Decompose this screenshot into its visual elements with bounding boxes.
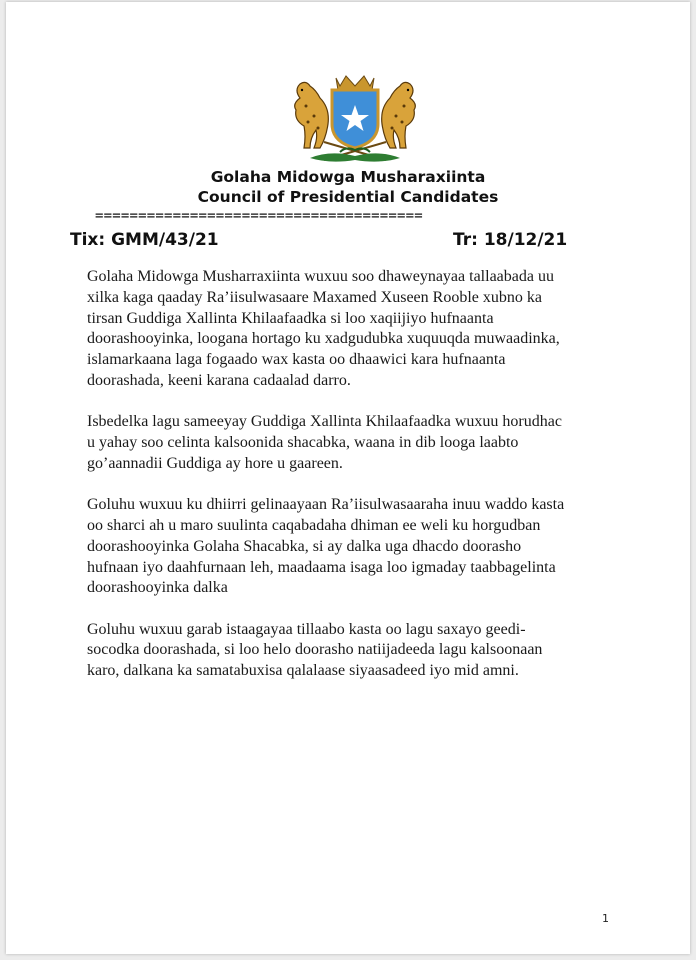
paragraph <box>87 620 627 682</box>
text-line: tirsan Guddiga Xallinta Khilaafaadka si loo xaqiijiyo hufnaanta <box>87 309 494 327</box>
document-page <box>6 2 690 954</box>
reference-number: Tix: GMM/43/21 <box>70 230 219 250</box>
left-leopard-icon <box>295 82 329 148</box>
text-line: doorashooyinka dalka <box>87 579 228 597</box>
council-name-somali: Golaha Midowga Musharaxiinta <box>210 168 486 186</box>
text-line: islamarkaana laga fogaado wax kasta oo dhaawici kara hufnaanta <box>87 351 506 369</box>
paragraph <box>87 412 627 474</box>
text-line: Golaha Midowga Musharraxiinta wuxuu soo dhaweynayaa tallaabada uu <box>87 268 554 285</box>
text-line: doorashada, keeni karana cadaalad darro. <box>87 371 351 389</box>
text-line: karo, dalkana ka samatabuxisa qalalaase siyaasadeed iyo mid amni. <box>87 662 519 680</box>
letter-body <box>87 267 627 703</box>
text-line: u yahay soo celinta kalsoonida shacabka, waana in dib looga laabto <box>87 434 519 452</box>
shield-icon <box>332 90 378 148</box>
paragraph <box>87 267 627 392</box>
text-line: xilka kaga qaaday Ra’iisulwasaare Maxamed Xuseen Rooble xubno ka <box>87 288 542 306</box>
page-number: 1 <box>602 912 609 925</box>
council-name-english: Council of Presidential Candidates <box>197 188 499 206</box>
right-leopard-icon <box>382 82 416 148</box>
text-line: Isbedelka lagu sameeyay Guddiga Xallinta Khilaafaadka wuxuu horudhac <box>87 413 562 431</box>
text-line: go’aannadii Guddiga ay hore u gaareen. <box>87 454 343 472</box>
coat-of-arms-emblem <box>280 72 430 168</box>
text-line: socodka doorashada, si loo helo doorasho natiijadeeda lagu kalsoonaan <box>87 641 543 659</box>
document-date: Tr: 18/12/21 <box>453 230 568 250</box>
header-divider: ====================================== <box>95 208 423 224</box>
paragraph <box>87 495 627 599</box>
text-line: oo sharci ah u maro suulinta caqabadaha dhiman ee weli ku horgudban <box>87 516 541 534</box>
leaves-ribbon-icon <box>310 148 400 161</box>
text-line: Goluhu wuxuu ku dhiirri gelinaayaan Ra’iisulwasaaraha inuu waddo kasta <box>87 496 565 514</box>
text-line: doorashooyinka Golaha Shacabka, si ay dalka uga dhacdo doorasho <box>87 537 522 555</box>
text-line: doorashooyinka, loogana hortago ku xadgudubka xuquuqda muwaadinka, <box>87 330 560 348</box>
text-line: hufnaan iyo daahfurnaan leh, maadaama isaga loo igmaday taabbagelinta <box>87 558 556 576</box>
crown-icon <box>336 76 374 90</box>
text-line: Goluhu wuxuu garab istaagayaa tillaabo kasta oo lagu saxayo geedi- <box>87 620 526 638</box>
